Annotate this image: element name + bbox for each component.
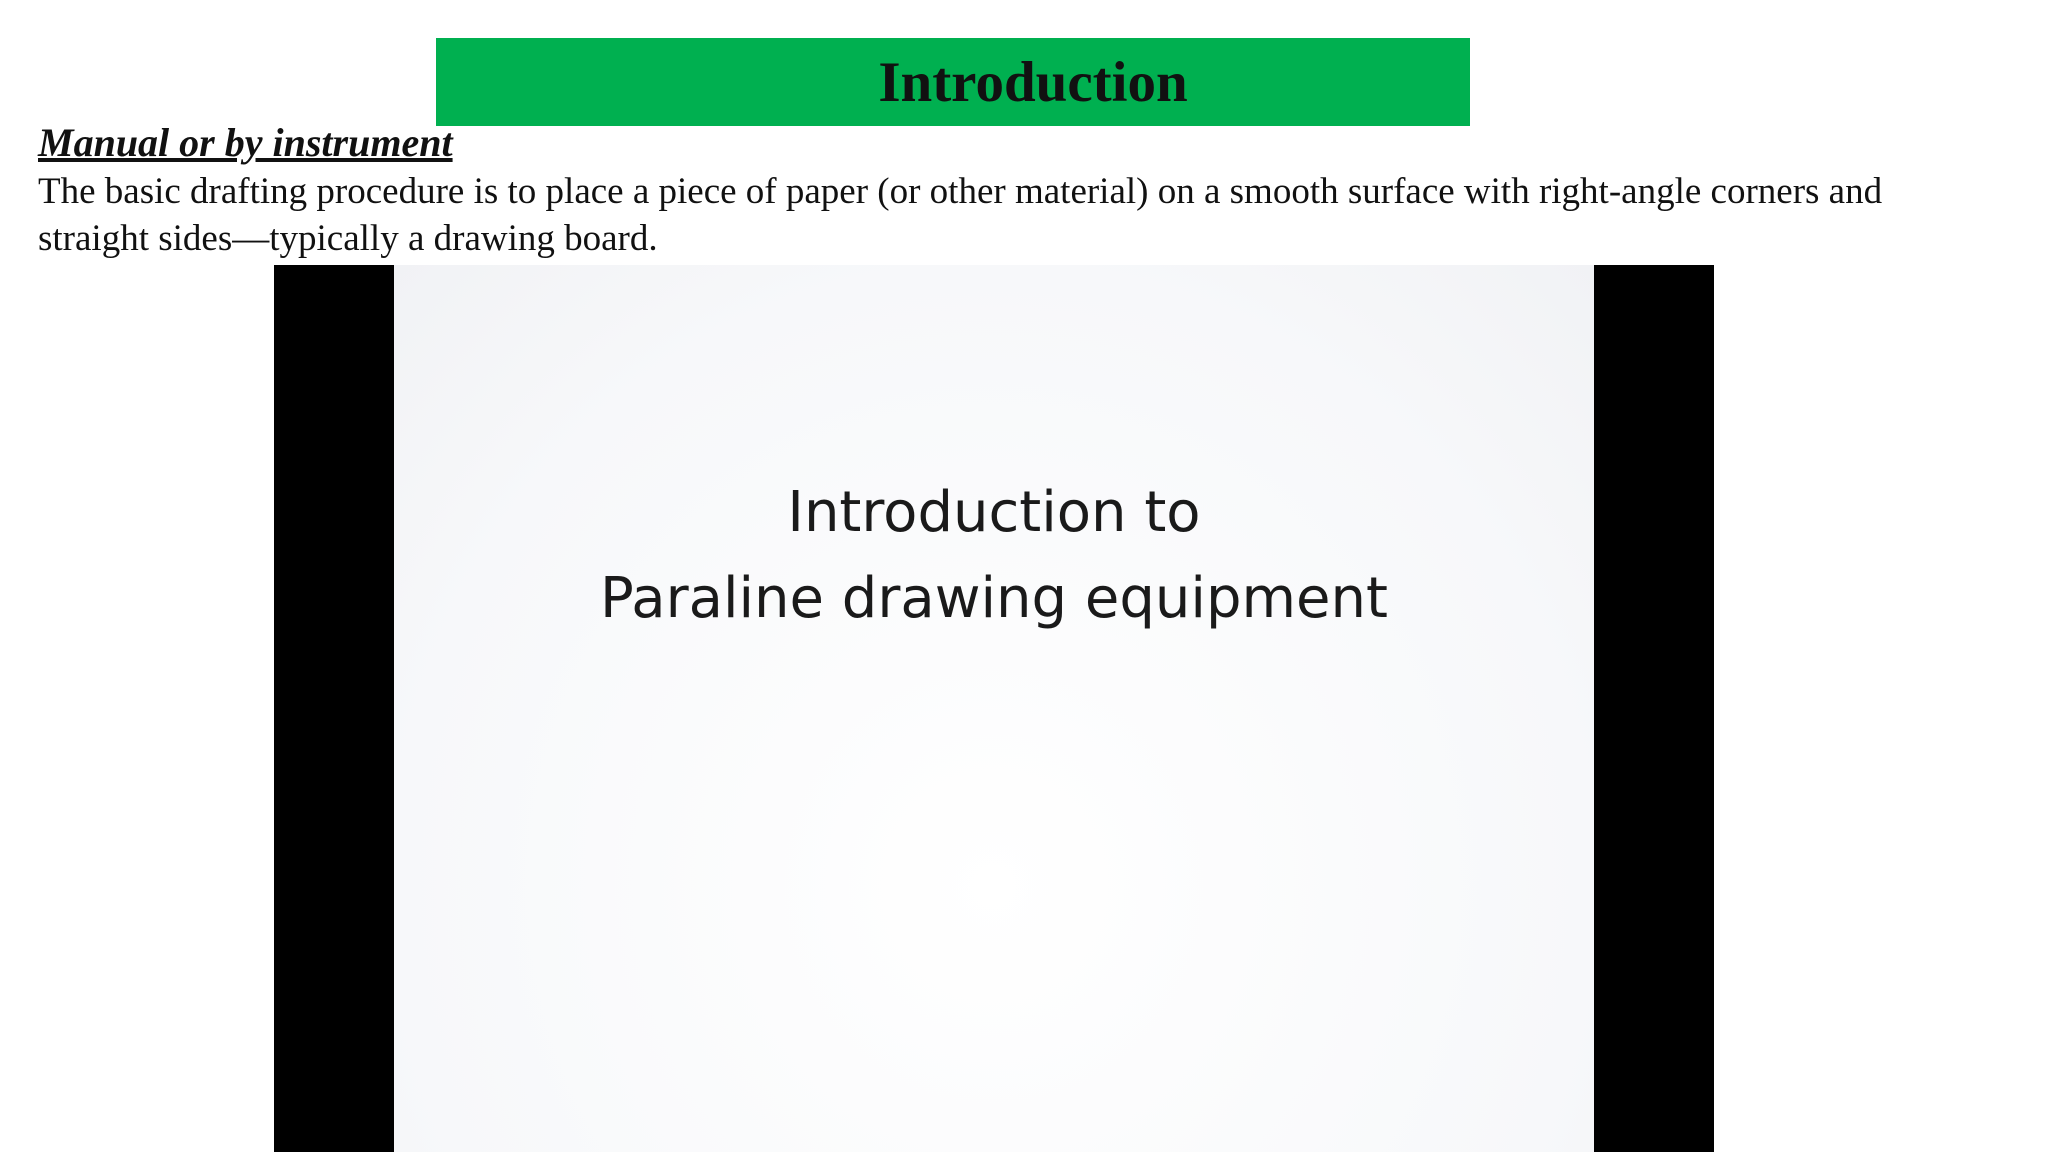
- body-paragraph: The basic drafting procedure is to place a piece of paper (or other material) on a smooth surface with right-angle corners and straight sides—typically a drawing board.: [38, 171, 1883, 259]
- video-frame-content: [394, 265, 1594, 1152]
- section-subheading: Manual or by instrument: [38, 120, 453, 165]
- video-title: [394, 470, 1594, 642]
- slide-title: Introduction: [878, 50, 1188, 114]
- video-title-line-2: Paraline drawing equipment: [600, 566, 1388, 631]
- title-bar: [436, 38, 1470, 126]
- embedded-video[interactable]: [274, 265, 1714, 1152]
- video-title-line-1: Introduction to: [787, 480, 1201, 545]
